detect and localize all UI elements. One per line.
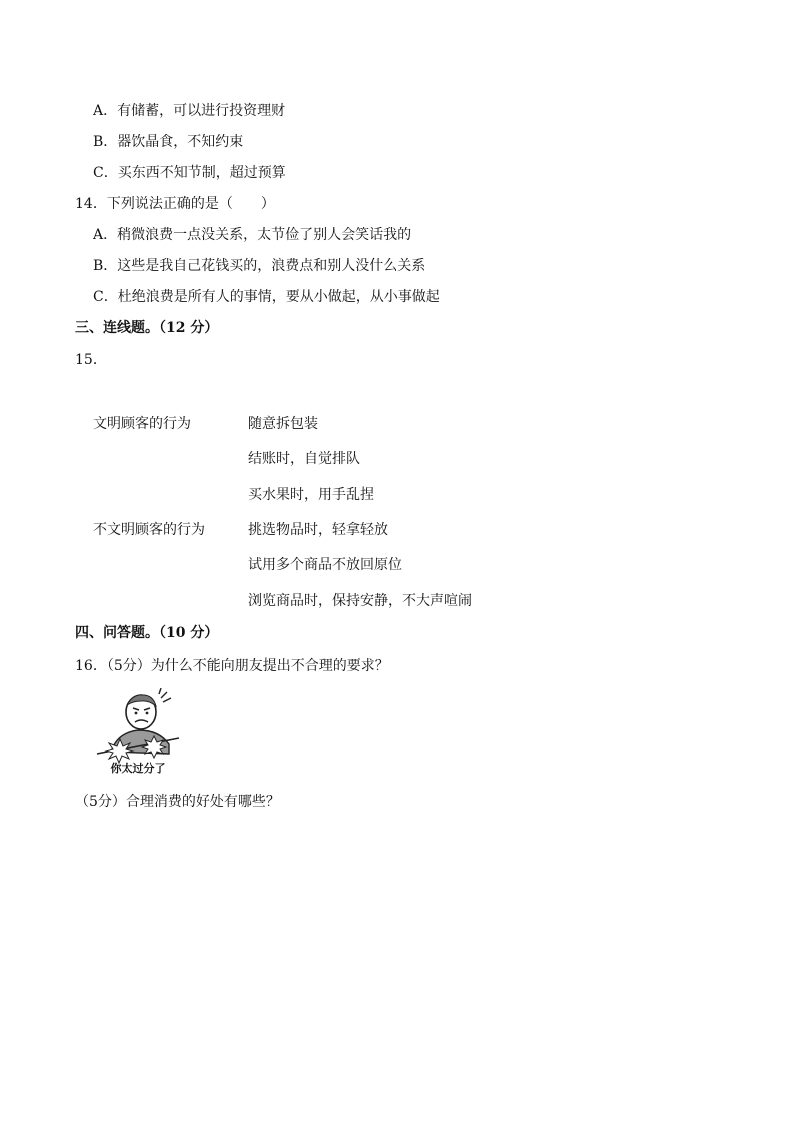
- q13-option-b: B．器饮晶食，不知约束: [93, 134, 244, 150]
- q15-right-item: 挑选物品时，轻拿轻放: [248, 522, 388, 538]
- q14-option-b: B．这些是我自己花钱买的，浪费点和别人没什么关系: [93, 258, 426, 274]
- q16-stem: 16．（5分）为什么不能向朋友提出不合理的要求？: [75, 658, 389, 674]
- q13-option-c: C．买东西不知节制，超过预算: [93, 165, 286, 181]
- q15-left-item-civil: 文明顾客的行为: [93, 416, 191, 432]
- q15-right-item: 买水果时，用手乱捏: [248, 487, 374, 503]
- q15-right-item: 试用多个商品不放回原位: [248, 557, 402, 573]
- q14-option-a: A．稍微浪费一点没关系，太节俭了别人会笑话我的: [93, 227, 412, 243]
- q15-right-item: 浏览商品时，保持安静，不大声喧闹: [248, 593, 472, 609]
- section-3-title: 三、连线题。（12 分）: [75, 320, 219, 336]
- q16-sub2-stem: （5分）合理消费的好处有哪些？: [75, 794, 280, 810]
- q14-option-c: C．杜绝浪费是所有人的事情，要从小做起，从小事做起: [93, 289, 440, 305]
- q15-number: 15．: [75, 352, 107, 368]
- q14-stem: 14．下列说法正确的是（ ）: [75, 196, 275, 212]
- q15-right-item: 结账时，自觉排队: [248, 451, 360, 467]
- q15-left-item-uncivil: 不文明顾客的行为: [93, 522, 205, 538]
- q13-option-a: A．有储蓄，可以进行投资理财: [93, 103, 286, 119]
- q15-right-item: 随意拆包装: [248, 416, 318, 432]
- meme-caption: 你太过分了: [110, 762, 166, 775]
- section-4-title: 四、问答题。（10 分）: [75, 625, 219, 641]
